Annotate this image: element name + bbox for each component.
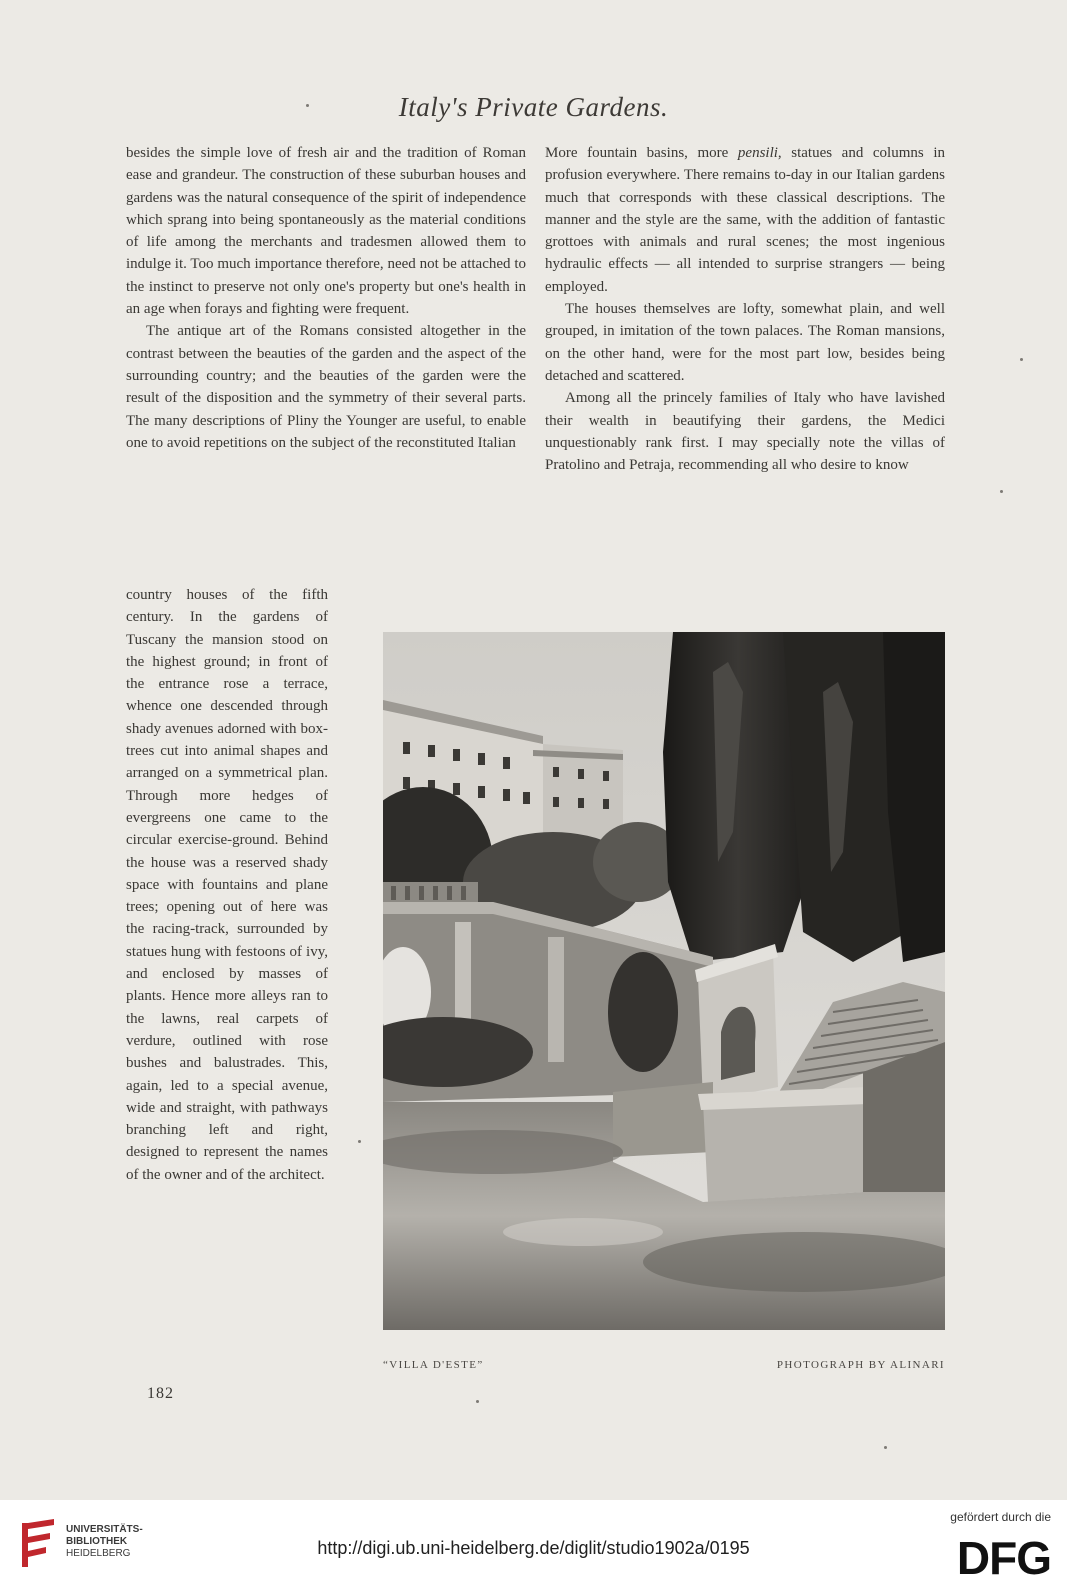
stone-basin: [703, 1097, 863, 1202]
photo-illustration: [383, 632, 945, 1330]
right-paragraph-1: [545, 142, 945, 298]
right-paragraph-3: Among all the princely families of Italy who have lavished their wealth in beautifying their gardens, the Medici unquestionably rank first. I may specially note the villas of Pratolino and Petraja, recommending all who desire to know: [545, 390, 945, 474]
left-paragraph-2-continued: country houses of the fifth century. In the gardens of Tuscany the mansion stood on the highest ground; in front of the entrance rose a terrace, whence one descended through shady avenues adorned with box-trees cut into animal shapes and arranged on a symmetrical plan. Through more hedges of evergreens one came to the circular exercise-ground. Behind the house was a reserved shady space with fountains and plane trees; opening out of here was the racing-track, surrounded by statues hung with festoons of ivy, and enclosed by masses of plants. Hence more alleys ran to the lawns, real carpets of verdure, outlined with rose bushes and balustrades. This, again, led to a special avenue, wide and straight, with pathways branching left and right, designed to represent the names of the owner and of the architect.: [126, 587, 328, 1183]
speck: [476, 1400, 479, 1403]
cypress-trees: [663, 632, 945, 962]
right-paragraph-1-end: , statues and columns in profusion everywhere. There remains to-day in our Italian gardens much that corresponds with these classical descriptions. The manner and the style are the same, with the addition of fantastic grottoes with animals and rural scenes; the most ingenious hydraulic effects — all intended to surprise strangers — being employed.: [545, 145, 945, 295]
figure-caption-credit: PHOTOGRAPH BY ALINARI: [776, 1359, 945, 1371]
speck: [1000, 490, 1003, 493]
right-column: [545, 142, 945, 476]
right-paragraph-1-italic: pensili: [737, 145, 778, 161]
speck: [358, 1140, 361, 1143]
permalink-url[interactable]: http://digi.ub.uni-heidelberg.de/diglit/studio1902a/0195: [317, 1538, 750, 1558]
speck: [1020, 358, 1023, 361]
library-name-line-3: HEIDELBERG: [66, 1548, 131, 1559]
fountain-aedicule: [695, 944, 778, 1102]
speck: [306, 104, 309, 107]
page-number: 182: [147, 1385, 174, 1402]
low-wall: [613, 1082, 713, 1157]
running-head: Italy's Private Gardens.: [398, 92, 669, 122]
library-name-line-2: BIBLIOTHEK: [66, 1536, 128, 1547]
right-paragraph-1-start: More fountain basins, more: [545, 145, 738, 161]
left-paragraph-1: besides the simple love of fresh air and the tradition of Roman ease and grandeur. The construction of these suburban houses and gardens was the natural consequence of the spirit of independence which sprang into being spontaneously as the material conditions of life among the merchants and tradesmen allowed them to indulge it. Too much importance therefore, need not be attached to the instinct to preserve not only one's property but one's health in an age when forays and fighting were frequent.: [126, 145, 526, 318]
left-column: [126, 142, 526, 454]
right-paragraph-2: The houses themselves are lofty, somewhat plain, and well grouped, in imitation of the town palaces. The Roman mansions, on the other hand, were for the most part low, besides being detached and scattered.: [545, 301, 945, 384]
speck: [884, 1446, 887, 1449]
left-paragraph-2: The antique art of the Romans consisted altogether in the contrast between the beauties of the garden and the aspect of the surrounding country; and the beauties of the garden were the result of the disposition and the symmetry of their several parts. The many descriptions of Pliny the Younger are useful, to enable one to avoid repetitions on the subject of the reconstituted Italian: [126, 323, 526, 451]
villa-deste-photograph: [383, 632, 945, 1330]
figure-caption-title: “VILLA D'ESTE”: [383, 1359, 484, 1371]
funder-note: gefördert durch die: [950, 1510, 1051, 1524]
dfg-logo[interactable]: DFG: [956, 1532, 1051, 1584]
library-name-line-1: UNIVERSITÄTS-: [66, 1524, 143, 1535]
digital-library-footer: [0, 1500, 1067, 1593]
left-column-narrow: [126, 584, 328, 1186]
